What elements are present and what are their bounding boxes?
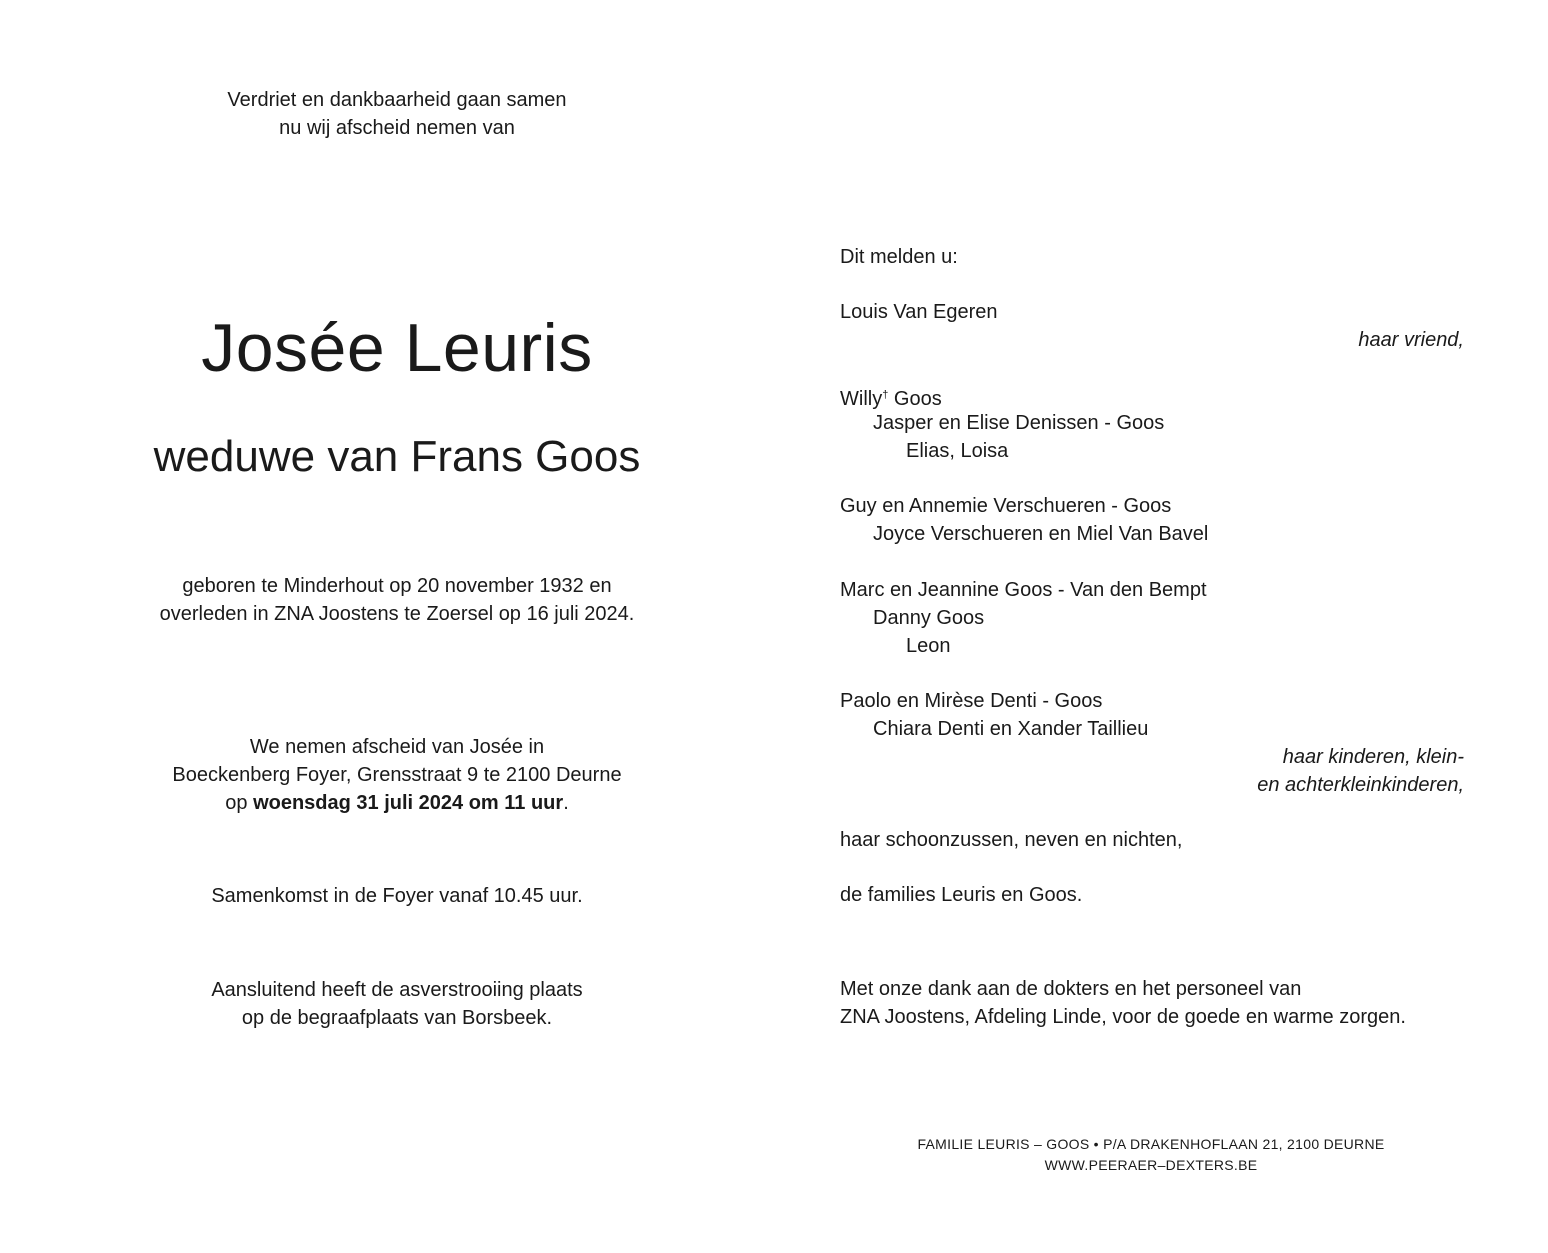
thanks-line-2: ZNA Joostens, Afdeling Linde, voor de goede en warme zorgen.	[840, 1006, 1406, 1028]
birth-death-text	[97, 572, 697, 628]
footer-website: WWW.PEERAER–DEXTERS.BE	[1044, 1157, 1258, 1173]
gathering-text: Samenkomst in de Foyer vanaf 10.45 uur.	[211, 885, 583, 907]
family-member: Elias, Loisa	[906, 440, 1009, 462]
intro-text	[97, 86, 697, 142]
scattering-line-1: Aansluitend heeft de asverstrooiing plaats	[211, 979, 583, 1001]
farewell-line-2: Boeckenberg Foyer, Grensstraat 9 te 2100 Deurne	[172, 764, 622, 786]
scattering-text	[97, 976, 697, 1032]
birth-line: geboren te Minderhout op 20 november 1932 en	[182, 575, 612, 597]
family-member: Leon	[906, 635, 951, 657]
family-block-paolo	[840, 687, 1464, 799]
family-block-marc	[840, 576, 1464, 660]
announcement-heading: Dit melden u:	[840, 246, 958, 268]
family-member: Paolo en Mirèse Denti - Goos	[840, 690, 1103, 712]
footer-address: FAMILIE LEURIS – GOOS • P/A DRAKENHOFLAAN 21, 2100 DEURNE	[917, 1136, 1385, 1152]
footer	[851, 1134, 1451, 1176]
family-member: Guy en Annemie Verschueren - Goos	[840, 495, 1172, 517]
farewell-prefix: op	[225, 792, 254, 814]
family-block-willy	[840, 381, 1464, 465]
widow-of: weduwe van Frans Goos	[153, 432, 641, 481]
family-block-guy	[840, 492, 1464, 548]
family-member: Danny Goos	[873, 607, 985, 629]
children-role-2: en achterkleinkinderen,	[1257, 774, 1464, 796]
intro-line-2: nu wij afscheid nemen van	[279, 117, 515, 139]
friend-block	[840, 298, 1464, 354]
scattering-line-2: op de begraafplaats van Borsbeek.	[241, 1007, 553, 1029]
farewell-text	[97, 733, 697, 817]
intro-line-1: Verdriet en dankbaarheid gaan samen	[227, 89, 567, 111]
farewell-line-1: We nemen afscheid van Josée in	[249, 736, 545, 758]
willy-line	[840, 381, 1464, 409]
farewell-suffix: .	[563, 792, 569, 814]
friend-role: haar vriend,	[1358, 329, 1464, 351]
families-text: de families Leuris en Goos.	[840, 884, 1083, 906]
dagger-icon: †	[882, 389, 889, 401]
friend-name: Louis Van Egeren	[840, 301, 998, 323]
farewell-date: woensdag 31 juli 2024 om 11 uur	[253, 792, 564, 814]
thanks-line-1: Met onze dank aan de dokters en het personeel van	[840, 978, 1302, 1000]
family-member: Chiara Denti en Xander Taillieu	[873, 718, 1149, 740]
farewell-line-3	[97, 789, 697, 817]
family-member: Joyce Verschueren en Miel Van Bavel	[873, 523, 1209, 545]
deceased-name: Josée Leuris	[201, 310, 593, 386]
in-laws-text: haar schoonzussen, neven en nichten,	[840, 829, 1183, 851]
willy-surname: Goos	[888, 388, 942, 410]
family-member: Jasper en Elise Denissen - Goos	[873, 412, 1165, 434]
death-line: overleden in ZNA Joostens te Zoersel op 16 juli 2024.	[159, 603, 635, 625]
children-role-1: haar kinderen, klein-	[1282, 746, 1464, 768]
family-member: Marc en Jeannine Goos - Van den Bempt	[840, 579, 1207, 601]
thanks-text	[840, 975, 1464, 1031]
willy-name: Willy	[840, 388, 883, 410]
